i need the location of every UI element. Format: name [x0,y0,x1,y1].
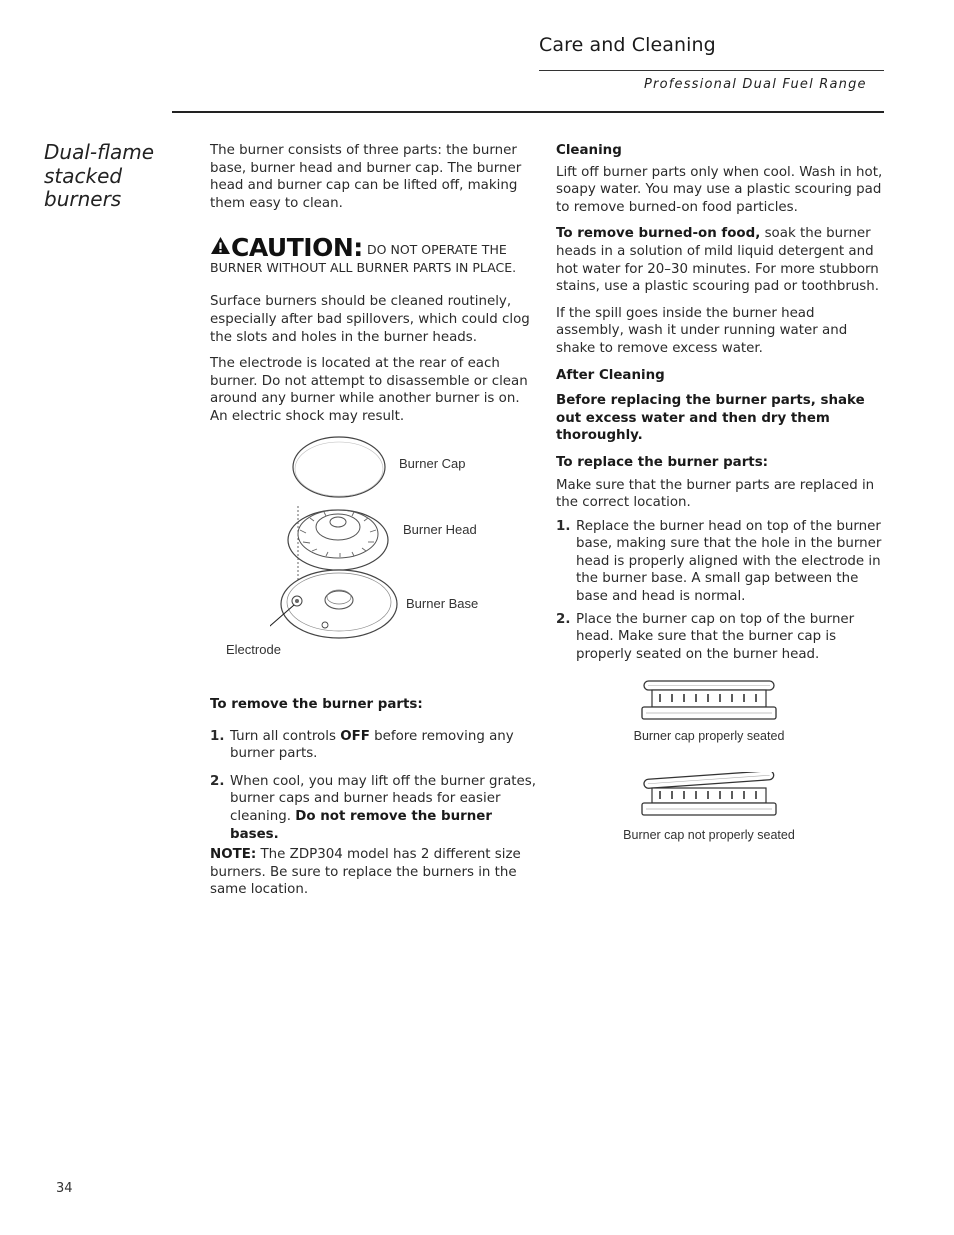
list-item [210,728,540,763]
remove-heading: To remove the burner parts: [210,697,423,712]
clean-paragraph: Surface burners should be cleaned routinely, especially after bad spillovers, which could clog the slots and holes in the burner heads. [210,294,530,345]
header-divider [172,111,884,113]
list-item [556,611,886,664]
left-column-top [210,142,540,426]
list-item [210,773,540,843]
burner-exploded-diagram [270,432,410,647]
page-number: 34 [56,1181,73,1196]
cleaning-paragraph: Lift off burner parts only when cool. Wash in hot, soapy water. You may use a plastic scouring pad to remove burned-on food particles. [556,164,883,215]
caption-cap-not-seated: Burner cap not properly seated [623,828,795,842]
step-number: 2. [556,611,571,627]
step-text: before removing any burner parts. [230,728,514,762]
intro-paragraph: The burner consists of three parts: the burner base, burner head and burner cap. The burner head and burner cap can be lifted off, making them easy to clean. [210,143,522,211]
note-text: The ZDP304 model has 2 different size burners. Be sure to replace the burners in the same location. [210,847,521,898]
burned-food-bold: To remove burned-on food, [556,226,761,242]
warning-triangle-icon [210,236,231,255]
burner-cap-shape [293,437,385,497]
step-number: 1. [556,518,571,534]
left-column-bottom [210,696,540,899]
step-number: 1. [210,728,225,744]
note-label: NOTE: [210,847,257,863]
burned-food-text: soak the burner heads in a solution of mild liquid detergent and hot water for 20–30 minutes. For more stubborn stains, use a plastic scouring pad or toothbrush. [556,226,880,295]
header-subtitle: Professional Dual Fuel Range [644,77,867,92]
replace-intro: Make sure that the burner parts are replaced in the correct location. [556,477,875,511]
step-text: Replace the burner head on top of the burner base, making sure that the hole in the burner head is properly aligned with the electrode in the burner base. A small gap between the base and head is normal. [576,518,882,605]
right-column [556,142,886,663]
caption-cap-seated: Burner cap properly seated [633,729,785,743]
header-title: Care and Cleaning [539,34,716,56]
remove-steps-list [210,728,540,844]
step-bold-text: Do not remove the burner bases. [230,808,492,842]
burned-food-paragraph [556,225,886,295]
cleaning-heading: Cleaning [556,143,622,158]
replace-steps-list [556,518,886,664]
note-paragraph [210,846,540,899]
cap-not-seated-diagram [638,772,780,824]
replace-heading: To replace the burner parts: [556,454,769,470]
electrode-paragraph: The electrode is located at the rear of each burner. Do not attempt to disassemble or clean around any burner while another burner is on. An electric shock may result. [210,356,528,424]
step-number: 2. [210,773,225,789]
label-burner-cap: Burner Cap [399,456,466,471]
list-item [556,518,886,606]
after-cleaning-heading: After Cleaning [556,367,665,383]
caution-text: DO NOT OPERATE THE BURNER WITHOUT ALL BURNER PARTS IN PLACE. [210,242,517,276]
section-title: Dual-flame stacked burners [44,140,155,211]
label-burner-base: Burner Base [406,596,479,611]
label-electrode: Electrode [226,642,281,657]
label-burner-head: Burner Head [403,522,477,537]
caution-word: CAUTION: [231,233,363,263]
spill-paragraph: If the spill goes inside the burner head assembly, wash it under running water and shake to remove excess water. [556,305,848,356]
step-bold-text: OFF [340,728,370,744]
after-cleaning-bold: Before replacing the burner parts, shake out excess water and then dry them thoroughly. [556,393,865,444]
step-text: When cool, you may lift off the burner grates, burner caps and burner heads for easier cleaning. [230,773,536,824]
header-rule [539,70,884,71]
cap-properly-seated-diagram [638,678,780,726]
step-text: Turn all controls [230,728,341,744]
step-text: Place the burner cap on top of the burner head. Make sure that the burner cap is properly seated on the burner head. [576,611,855,662]
caution-block [210,233,540,277]
